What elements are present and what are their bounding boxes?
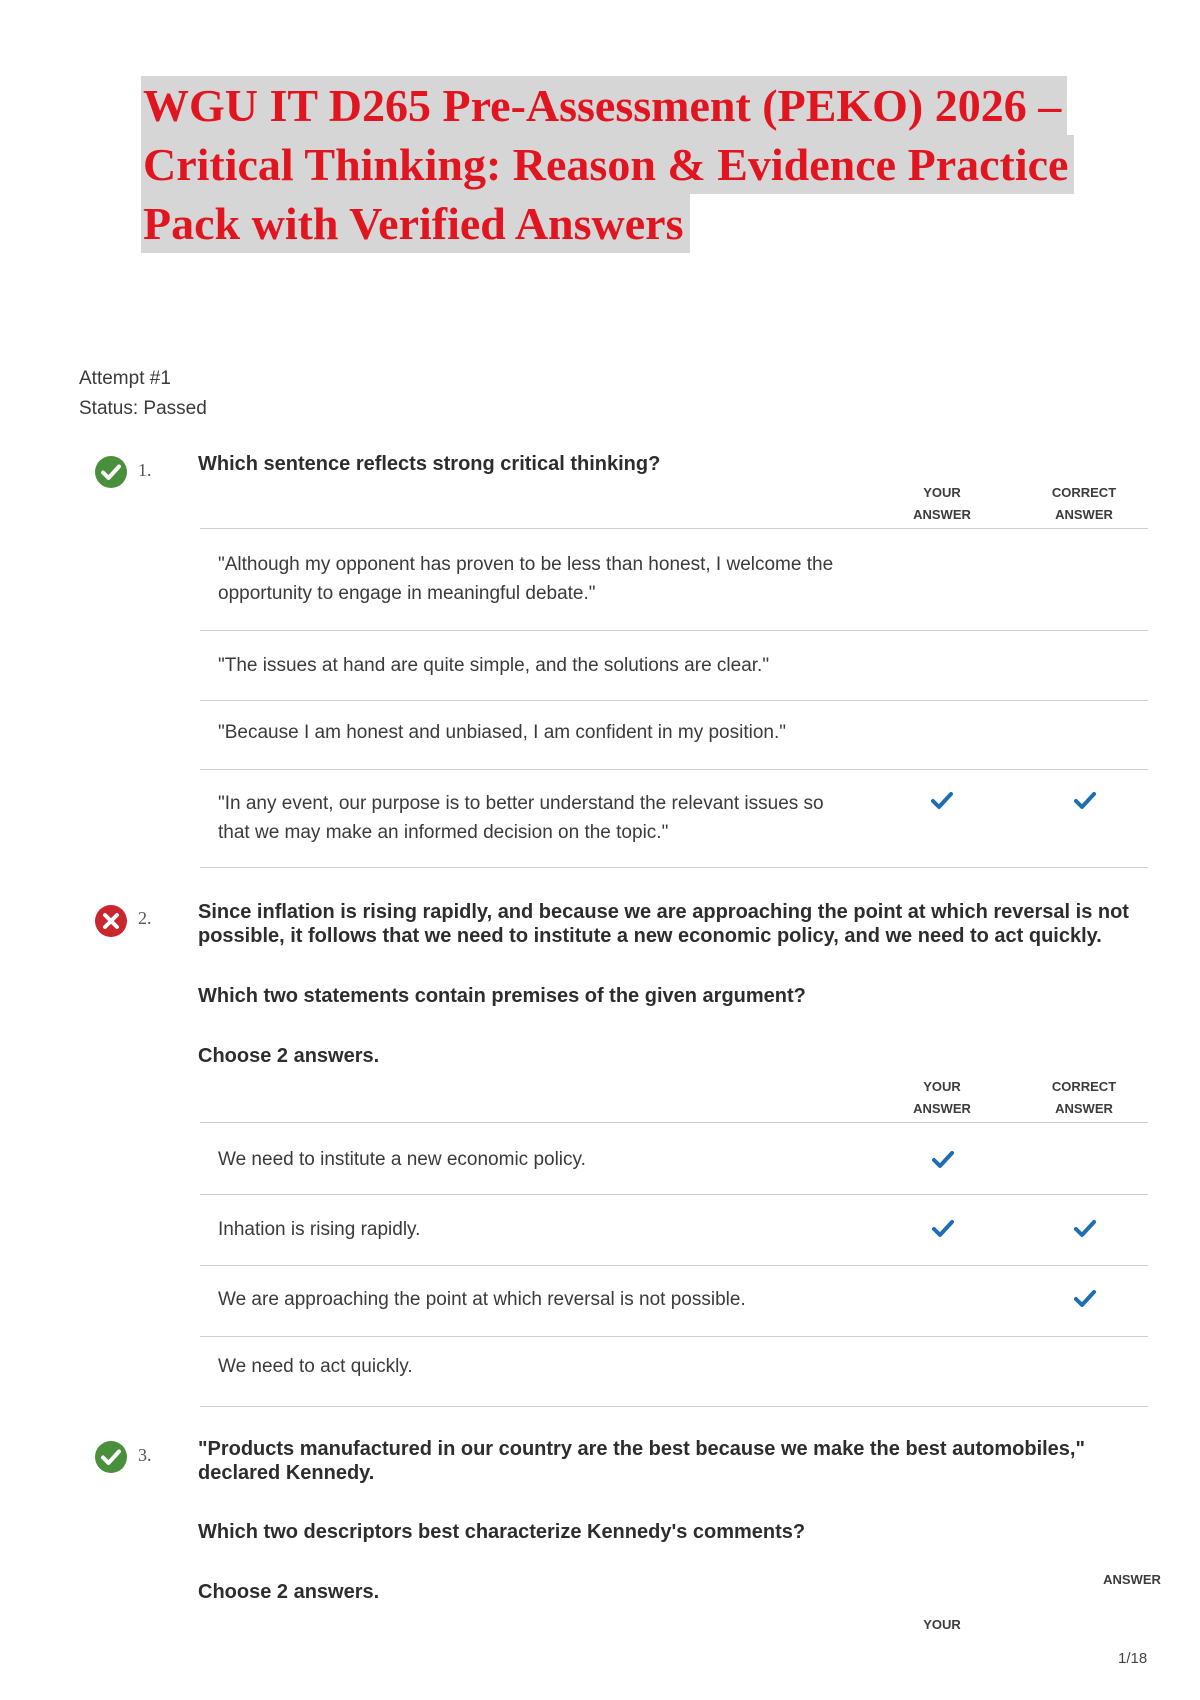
divider: [200, 1406, 1148, 1407]
option-1: We need to institute a new economic policy.: [218, 1149, 586, 1170]
title-line-2: Critical Thinking: Reason & Evidence Practice: [141, 135, 1074, 194]
your-header: YOUR: [923, 1617, 961, 1632]
divider: [200, 867, 1148, 868]
answer-instruction: Choose 2 answers.: [198, 1045, 380, 1067]
answer-header: ANSWER: [1103, 1572, 1161, 1587]
divider: [200, 528, 1148, 529]
correct-circle-icon: [94, 1440, 128, 1474]
question-sub-prompt: Which two descriptors best characterize Kennedy's comments?: [198, 1521, 806, 1543]
correct-answer-header: CORRECT ANSWER: [1051, 485, 1117, 522]
question-sub-prompt: Which two statements contain premises of the given argument?: [198, 985, 806, 1007]
question-prompt: Since inflation is rising rapidly, and because we are approaching the point at which reversal is not possible, it follows that we need to institute a new economic policy, and we need to act quickly.: [198, 901, 1129, 947]
option-4: "In any event, our purpose is to better understand the relevant issues so that we may make an informed decision on the topic.": [218, 793, 824, 843]
document-title: [141, 76, 1101, 253]
question-number: 2.: [138, 908, 152, 928]
your-answer-check-icon: [932, 1150, 954, 1170]
title-line-3: Pack with Verified Answers: [141, 194, 690, 253]
question-number: 3.: [138, 1445, 152, 1465]
divider: [200, 1336, 1148, 1337]
your-answer-check-icon: [932, 1219, 954, 1239]
title-line-1: WGU IT D265 Pre-Assessment (PEKO) 2026 –: [141, 76, 1067, 135]
correct-circle-icon: [94, 455, 128, 489]
page-number: 1/18: [1118, 1650, 1148, 1667]
correct-answer-check-icon: [1074, 1289, 1096, 1309]
your-answer-check-icon: [931, 791, 953, 811]
correct-answer-header: CORRECT ANSWER: [1051, 1079, 1117, 1116]
option-4: We need to act quickly.: [218, 1356, 413, 1377]
attempt-status: Status: Passed: [79, 398, 207, 419]
attempt-number: Attempt #1: [79, 368, 171, 389]
option-2: "The issues at hand are quite simple, and the solutions are clear.": [218, 655, 770, 676]
option-2: Inhation is rising rapidly.: [218, 1219, 421, 1240]
your-answer-header: YOUR ANSWER: [913, 485, 971, 522]
divider: [200, 1265, 1148, 1266]
question-prompt: Which sentence reflects strong critical thinking?: [198, 453, 661, 475]
attempt-meta: [79, 364, 207, 424]
divider: [200, 1122, 1148, 1123]
divider: [200, 630, 1148, 631]
your-answer-header: YOUR ANSWER: [913, 1079, 971, 1116]
option-3: We are approaching the point at which reversal is not possible.: [218, 1289, 746, 1310]
correct-answer-check-icon: [1074, 791, 1096, 811]
incorrect-circle-icon: [94, 904, 128, 938]
question-prompt: "Products manufactured in our country are the best because we make the best automobiles," declared Kennedy.: [198, 1438, 1085, 1484]
divider: [200, 700, 1148, 701]
divider: [200, 769, 1148, 770]
divider: [200, 1194, 1148, 1195]
answer-instruction: Choose 2 answers.: [198, 1581, 380, 1603]
correct-answer-check-icon: [1074, 1219, 1096, 1239]
option-1: "Although my opponent has proven to be less than honest, I welcome the opportunity to engage in meaningful debate.": [218, 554, 834, 604]
option-3: "Because I am honest and unbiased, I am confident in my position.": [218, 722, 786, 743]
question-number: 1.: [138, 460, 152, 480]
